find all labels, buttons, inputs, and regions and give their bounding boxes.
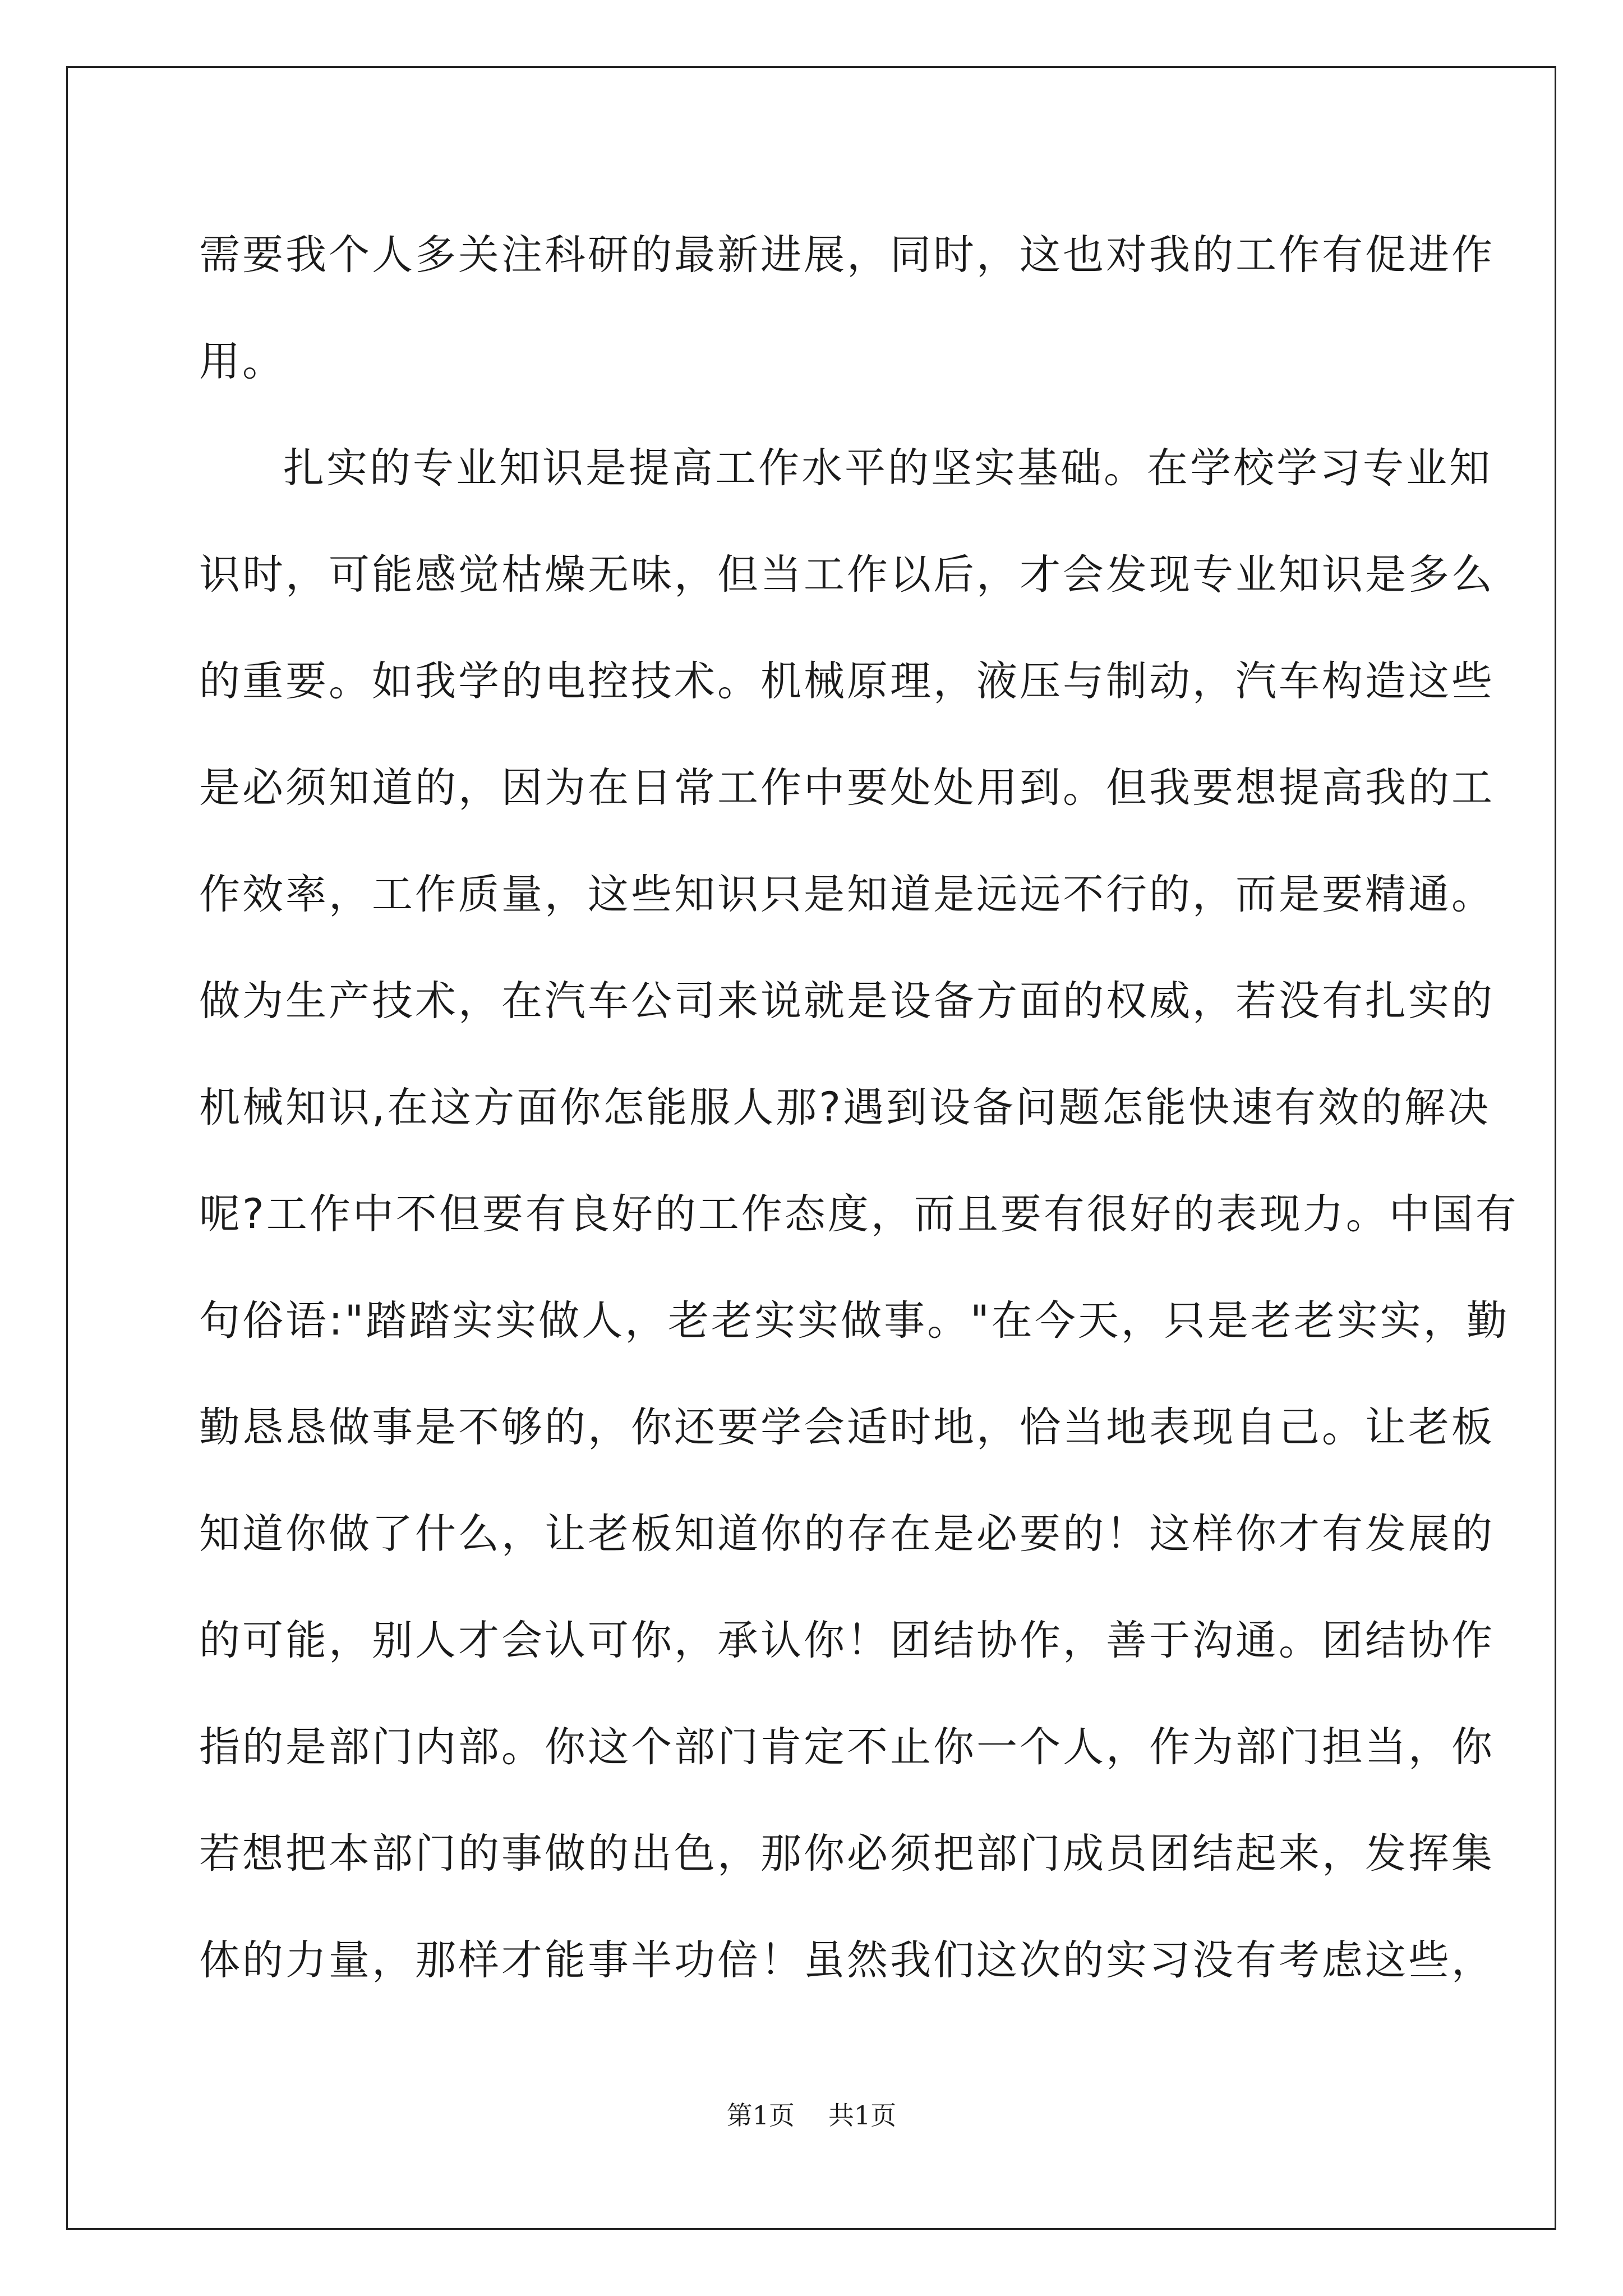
document-body [199,202,1519,2014]
text-line: 识时，可能感觉枯燥无味，但当工作以后，才会发现专业知识是多么 [199,551,1495,599]
text-line: 若想把本部门的事做的出色，那你必须把部门成员团结起来，发挥集 [199,1830,1495,1878]
page-footer [0,2095,1623,2132]
text-line: 句俗语:"踏踏实实做人，老老实实做事。"在今天，只是老老实实，勤 [199,1297,1510,1345]
text-line: 呢?工作中不但要有良好的工作态度，而且要有很好的表现力。中国有 [199,1190,1519,1238]
page-number: 第1页 [726,2100,795,2131]
text-line: 做为生产技术，在汽车公司来说就是设备方面的权威，若没有扎实的 [199,977,1495,1025]
text-line: 是必须知道的，因为在日常工作中要处处用到。但我要想提高我的工 [199,764,1495,812]
text-line: 机械知识,在这方面你怎能服人那?遇到设备问题怎能快速有效的解决 [199,1084,1491,1131]
page-total: 共1页 [828,2100,897,2131]
text-line: 的重要。如我学的电控技术。机械原理，液压与制动，汽车构造这些 [199,657,1495,705]
text-line: 指的是部门内部。你这个部门肯定不止你一个人，作为部门担当，你 [199,1723,1495,1771]
text-line: 知道你做了什么，让老板知道你的存在是必要的！这样你才有发展的 [199,1510,1495,1558]
text-line: 作效率，工作质量，这些知识只是知道是远远不行的，而是要精通。 [199,871,1495,918]
text-line: 体的力量，那样才能事半功倍！虽然我们这次的实习没有考虑这些， [199,1936,1495,1984]
text-line: 用。 [199,338,285,385]
text-line: 需要我个人多关注科研的最新进展，同时，这也对我的工作有促进作 [199,231,1495,279]
paragraph-start-line: 扎实的专业知识是提高工作水平的坚实基础。在学校学习专业知 [283,444,1492,492]
text-line: 勤恳恳做事是不够的，你还要学会适时地，恰当地表现自己。让老板 [199,1404,1495,1451]
text-line: 的可能，别人才会认可你，承认你！团结协作，善于沟通。团结协作 [199,1617,1495,1664]
